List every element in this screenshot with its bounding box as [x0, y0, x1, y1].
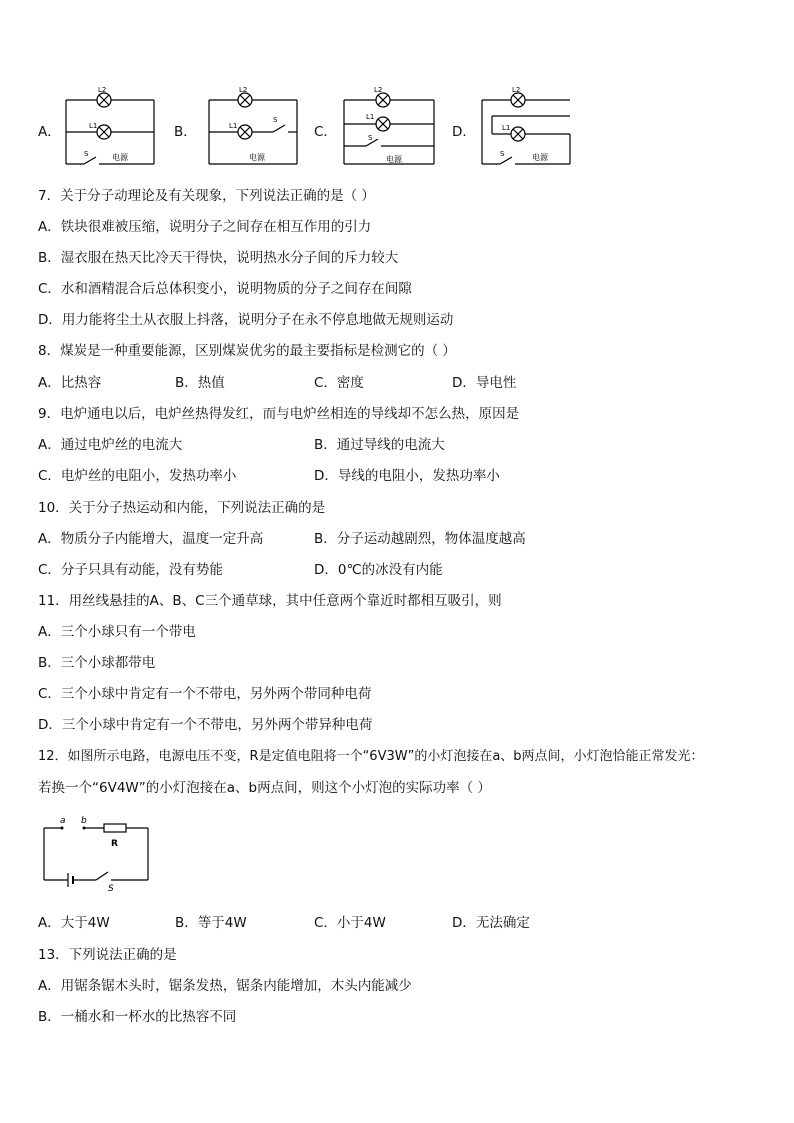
q11-stem: 11．用丝线悬挂的A、B、C三个通草球，其中任意两个靠近时都相互吸引，则 — [38, 593, 502, 609]
q6-option-c-label: C． — [314, 124, 337, 140]
q7-option-d: D．用力能将尘土从衣服上抖落，说明分子在永不停息地做无规则运动 — [38, 312, 454, 328]
q6-circuit-b — [205, 86, 301, 168]
q10-option-a: A．物质分子内能增大，温度一定升高 — [38, 531, 264, 547]
q10-options-row1 — [38, 530, 558, 548]
q7-option-b: B．湿衣服在热天比冷天干得快，说明热水分子间的斥力较大 — [38, 250, 399, 266]
q12-fig-label-b: b — [81, 816, 87, 826]
q8-option-b: B．热值 — [175, 375, 225, 391]
q10-stem: 10．关于分子热运动和内能，下列说法正确的是 — [38, 500, 326, 516]
q12-option-c: C．小于4W — [314, 915, 386, 931]
q12-option-b: B．等于4W — [175, 915, 247, 931]
q8-option-d: D．导电性 — [452, 375, 517, 391]
q13-option-b: B．一桶水和一杯水的比热容不同 — [38, 1009, 237, 1025]
q13-option-a: A．用锯条锯木头时，锯条发热，锯条内能增加，木头内能减少 — [38, 978, 412, 994]
q6c-power-label: 电源 — [386, 155, 402, 164]
q12-circuit-figure — [38, 814, 156, 892]
q8-option-c: C．密度 — [314, 375, 364, 391]
q10-option-d: D．0℃的冰没有内能 — [314, 562, 443, 578]
q12-options — [38, 914, 558, 932]
q9-stem: 9．电炉通电以后，电炉丝热得发红，而与电炉丝相连的导线却不怎么热，原因是 — [38, 406, 520, 422]
q13-stem: 13．下列说法正确的是 — [38, 947, 177, 963]
q9-option-d: D．导线的电阻小，发热功率小 — [314, 468, 500, 484]
q7-stem: 7．关于分子动理论及有关现象，下列说法正确的是（ ） — [38, 188, 375, 204]
q8-option-a: A．比热容 — [38, 375, 102, 391]
q11-option-d: D．三个小球中肯定有一个不带电，另外两个带异种电荷 — [38, 717, 373, 733]
q11-option-b: B．三个小球都带电 — [38, 655, 156, 671]
q6-circuit-c — [338, 86, 438, 168]
q8-options — [38, 374, 558, 392]
q6d-power-label: 电源 — [532, 153, 548, 162]
q6d-s-label: S — [500, 150, 505, 158]
q12-fig-label-s: S — [108, 884, 114, 892]
q6b-power-label: 电源 — [249, 153, 265, 162]
q12-stem-line1: 12．如图所示电路，电源电压不变，R是定值电阻将一个“6V3W”的小灯泡接在a、b两点间，小灯泡恰能正常发光： — [38, 749, 704, 764]
q6c-l2-label: L2 — [374, 86, 383, 94]
q6b-s-label: S — [273, 116, 278, 124]
q6b-l1-label: L1 — [229, 122, 238, 130]
q10-option-c: C．分子只具有动能，没有势能 — [38, 562, 223, 578]
q6a-s-label: S — [84, 150, 89, 158]
q12-option-d: D．无法确定 — [452, 915, 530, 931]
q6a-power-label: 电源 — [112, 153, 128, 162]
q9-option-c: C．电炉丝的电阻小，发热功率小 — [38, 468, 237, 484]
q7-option-c: C．水和酒精混合后总体积变小，说明物质的分子之间存在间隙 — [38, 281, 412, 297]
q12-option-a: A．大于4W — [38, 915, 110, 931]
q12-fig-label-r: R — [111, 839, 118, 849]
q6b-l2-label: L2 — [239, 86, 248, 94]
q6-circuit-d — [478, 86, 574, 168]
q7-option-a: A．铁块很难被压缩，说明分子之间存在相互作用的引力 — [38, 219, 372, 235]
q9-options-row1 — [38, 436, 558, 454]
q6d-l2-label: L2 — [512, 86, 521, 94]
q9-options-row2 — [38, 467, 558, 485]
q10-options-row2 — [38, 561, 558, 579]
q6-circuit-a — [62, 86, 158, 168]
q6-option-a-label: A． — [38, 124, 61, 140]
q9-option-a: A．通过电炉丝的电流大 — [38, 437, 183, 453]
q6c-s-label: S — [368, 134, 373, 142]
q9-option-b: B．通过导线的电流大 — [314, 437, 445, 453]
q10-option-b: B．分子运动越剧烈，物体温度越高 — [314, 531, 526, 547]
q8-stem: 8．煤炭是一种重要能源，区别煤炭优劣的最主要指标是检测它的（ ） — [38, 343, 456, 359]
q6-option-d-label: D． — [452, 124, 476, 140]
q6a-l1-label: L1 — [89, 122, 98, 130]
q12-fig-label-a: a — [60, 816, 66, 826]
q6a-l2-label: L2 — [98, 86, 107, 94]
q12-stem-line2: 若换一个“6V4W”的小灯泡接在a、b两点间，则这个小灯泡的实际功率（ ） — [38, 780, 491, 796]
q11-option-c: C．三个小球中肯定有一个不带电，另外两个带同种电荷 — [38, 686, 372, 702]
q11-option-a: A．三个小球只有一个带电 — [38, 624, 196, 640]
q6-option-b-label: B． — [174, 124, 197, 140]
q6d-l1-label: L1 — [502, 124, 511, 132]
q6c-l1-label: L1 — [366, 113, 375, 121]
